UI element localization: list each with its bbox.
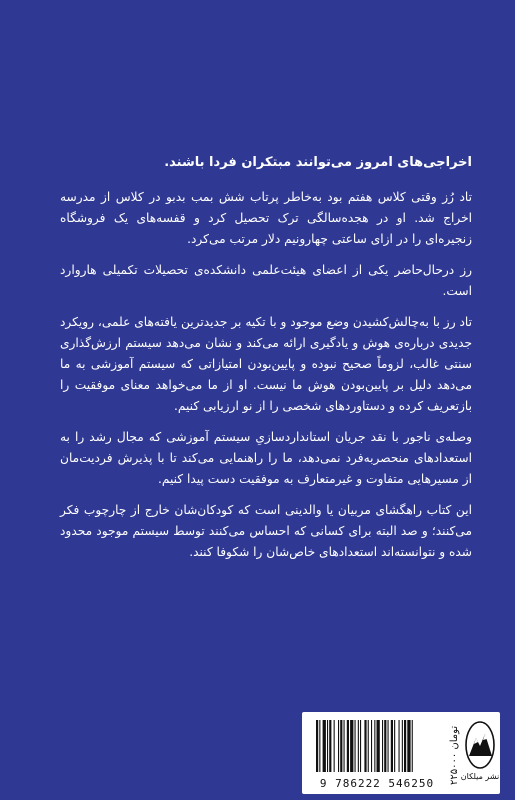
isbn-barcode — [308, 716, 446, 790]
blurb-paragraph-3: تاد رز با به‌چالش‌کشیدن وضع موجود و با تکیه بر جدیدترین یافته‌های علمی، رویکرد جدیدی درباره‌ی هوش و یادگیری ارائه می‌کند و نشان می‌دهد سیستم ارزش‌گذاری سنتی غالب، لزوماً صحیح نبوده و پایین‌بودن امتیازاتی که سیستم آموزشی به ما می‌دهد دلیل بر پایین‌بودن هوش ما نیست. او از ما می‌خواهد معنای موفقیت را بازتعریف کرده و دستاوردهای شخصی را از نو ارزیابی کنیم. — [60, 315, 472, 413]
blurb-paragraph-1: تاد رُز وقتی کلاس هفتم بود به‌خاطر پرتاب شش بمب بدبو در کلاس از مدرسه اخراج شد. او در هجده‌سالگی ترک تحصیل کرد و قفسه‌های یک فروشگاه زنجیره‌ای را در ازای ساعتی چهارونیم دلار مرتب می‌کرد. — [60, 190, 472, 246]
blurb-paragraph-2: رز درحال‌حاضر یکی از اعضای هیئت‌علمی دانشکده‌ی تحصیلات تکمیلی هاروارد است. — [60, 263, 472, 298]
blurb-paragraph-4: وصله‌ی ناجور با نقد جریان استانداردسازیِ سیستم آموزشی که مجال رشد را به استعدادهای منحصربه‌فرد نمی‌دهد، ما را راهنمایی می‌کند تا با پذیرش فردیت‌مان از مسیرهایی متفاوت و غیرمتعارف به موفقیت دست پیدا کنیم. — [60, 430, 472, 486]
publisher-name: نشر میلکان — [460, 772, 500, 781]
barcode-icon — [308, 716, 446, 776]
publisher-logo — [460, 720, 500, 790]
mountain-logo-icon — [464, 720, 496, 770]
blurb-headline: اخراجی‌های امروز می‌توانند مبتکران فردا باشند. — [164, 155, 472, 170]
price-label: ۲۲۵۰۰۰ تومان — [449, 725, 460, 785]
barcode-panel — [302, 712, 500, 794]
blurb-paragraph-5: این کتاب راهگشای مربیان یا والدینی است که کودکان‌شان خارج از چارچوب فکر می‌کنند؛ و صد البته برای کسانی که احساس می‌کنند توسط سیستم موجود محدود شده و نتوانسته‌اند استعدادهای خاص‌شان را شکوفا کنند. — [60, 503, 472, 559]
isbn-number: 9 786222 546250 — [319, 777, 435, 790]
blurb — [60, 152, 472, 573]
